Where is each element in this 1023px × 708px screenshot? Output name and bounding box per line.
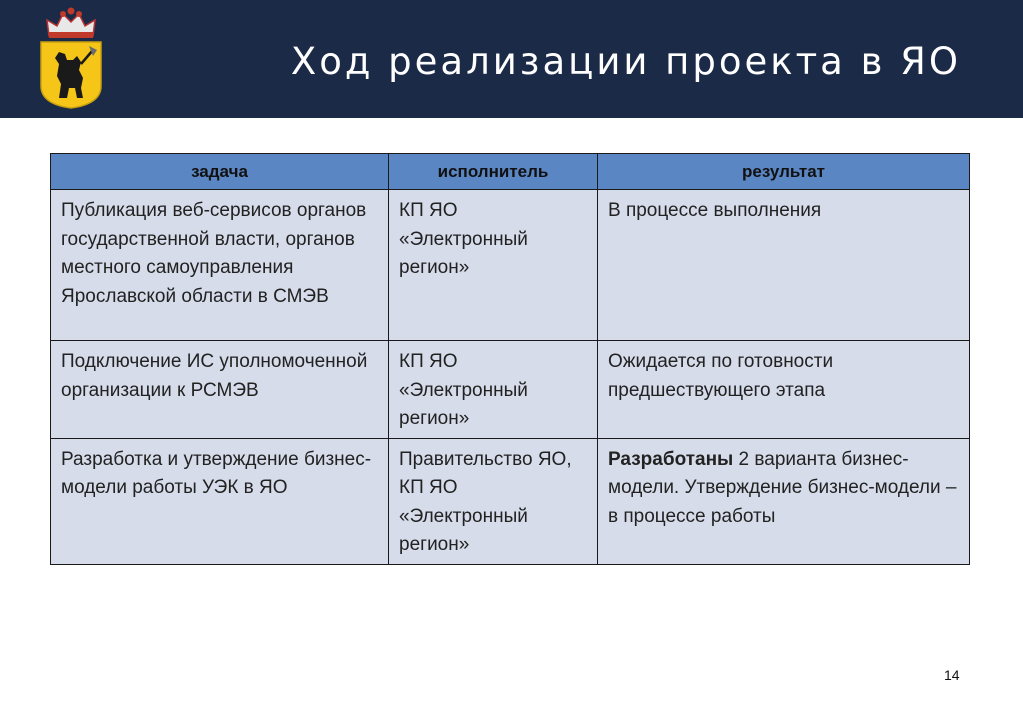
- page-title: Ход реализации проекта в ЯО: [290, 40, 961, 83]
- result-cell: [598, 438, 970, 564]
- table-row: [51, 341, 970, 439]
- executor-cell: КП ЯО «Электронный регион»: [389, 190, 598, 341]
- column-header-result: результат: [598, 154, 970, 190]
- result-bold-text: Разработаны: [608, 448, 734, 470]
- executor-cell: КП ЯО «Электронный регион»: [389, 341, 598, 439]
- result-cell: [598, 190, 970, 341]
- page-number: 14: [944, 667, 960, 683]
- executor-cell: Правительство ЯО, КП ЯО «Электронный регион»: [389, 438, 598, 564]
- table-header-row: [51, 154, 970, 190]
- result-text: 2 варианта бизнес-модели. Утверждение бизнес-модели – в процессе работы: [608, 448, 957, 527]
- result-text: В процессе выполнения: [608, 200, 822, 221]
- project-status-table: [50, 153, 970, 565]
- coat-of-arms-icon: [37, 6, 105, 110]
- column-header-task: задача: [51, 154, 389, 190]
- header-bar: [0, 0, 1023, 118]
- table-row: [51, 438, 970, 564]
- column-header-executor: исполнитель: [389, 154, 598, 190]
- table-row: [51, 190, 970, 341]
- task-cell: Публикация веб-сервисов органов государственной власти, органов местного самоуправления Ярославской области в СМЭВ: [51, 190, 389, 341]
- result-text: Ожидается по готовности предшествующего этапа: [608, 351, 834, 401]
- task-cell: Подключение ИС уполномоченной организации к РСМЭВ: [51, 341, 389, 439]
- task-cell: Разработка и утверждение бизнес-модели работы УЭК в ЯО: [51, 438, 389, 564]
- result-cell: [598, 341, 970, 439]
